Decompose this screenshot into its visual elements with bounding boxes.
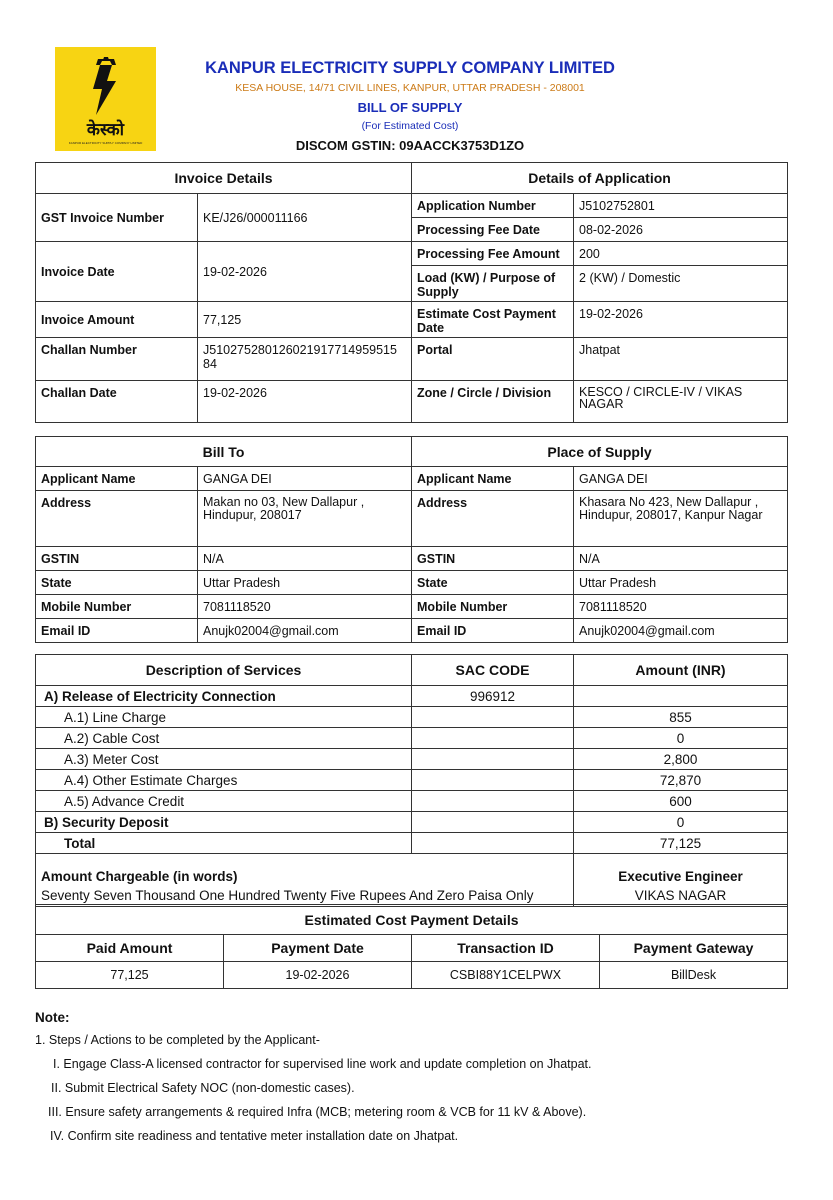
services-table xyxy=(35,654,788,907)
note-title: Note: xyxy=(35,1010,70,1025)
invoice-details-heading: Invoice Details xyxy=(36,163,412,194)
supply-address-value: Khasara No 423, New Dallapur , Hindupur, 208017, Kanpur Nagar xyxy=(574,491,788,547)
payment-gateway-header: Payment Gateway xyxy=(600,935,788,962)
gst-invoice-label: GST Invoice Number xyxy=(36,194,198,242)
bill-to-address-value: Makan no 03, New Dallapur , Hindupur, 208017 xyxy=(198,491,412,547)
bill-to-state-label: State xyxy=(36,571,198,595)
invoice-details-table xyxy=(35,162,788,423)
bill-to-table xyxy=(35,436,788,643)
total-sac xyxy=(412,833,574,854)
processing-fee-date-label: Processing Fee Date xyxy=(412,218,574,242)
service-item-label: A.2) Cable Cost xyxy=(36,728,412,749)
challan-date-value: 19-02-2026 xyxy=(198,381,412,423)
bill-title: BILL OF SUPPLY xyxy=(357,100,463,115)
supply-mobile-value: 7081118520 xyxy=(574,595,788,619)
bill-subtitle: (For Estimated Cost) xyxy=(361,120,459,132)
gst-invoice-value: KE/J26/000011166 xyxy=(198,194,412,242)
service-item-sac xyxy=(412,749,574,770)
challan-date-label: Challan Date xyxy=(36,381,198,423)
service-item-amount: 0 xyxy=(574,728,788,749)
service-item-amount: 600 xyxy=(574,791,788,812)
supply-name-label: Applicant Name xyxy=(412,467,574,491)
company-address: KESA HOUSE, 14/71 CIVIL LINES, KANPUR, UTTAR PRADESH - 208001 xyxy=(235,82,585,94)
total-amount: 77,125 xyxy=(574,833,788,854)
processing-fee-date-value: 08-02-2026 xyxy=(574,218,788,242)
bill-to-email-label: Email ID xyxy=(36,619,198,643)
paid-amount-header: Paid Amount xyxy=(36,935,224,962)
service-item-amount: 855 xyxy=(574,707,788,728)
load-purpose-value: 2 (KW) / Domestic xyxy=(574,266,788,302)
supply-mobile-label: Mobile Number xyxy=(412,595,574,619)
note-step: IV. Confirm site readiness and tentative meter installation date on Jhatpat. xyxy=(50,1129,459,1143)
bill-to-email-value: Anujk02004@gmail.com xyxy=(198,619,412,643)
discom-gstin: DISCOM GSTIN: 09AACCK3753D1ZO xyxy=(295,138,525,153)
bill-to-heading: Bill To xyxy=(36,437,412,467)
section-a-sac: 996912 xyxy=(412,686,574,707)
service-item-sac xyxy=(412,728,574,749)
section-a-amount xyxy=(574,686,788,707)
supply-state-label: State xyxy=(412,571,574,595)
payment-date-header: Payment Date xyxy=(224,935,412,962)
bill-to-name-value: GANGA DEI xyxy=(198,467,412,491)
application-number-label: Application Number xyxy=(412,194,574,218)
service-item-label: A.5) Advance Credit xyxy=(36,791,412,812)
place-of-supply-heading: Place of Supply xyxy=(412,437,788,467)
bill-to-mobile-value: 7081118520 xyxy=(198,595,412,619)
payment-details-heading: Estimated Cost Payment Details xyxy=(36,905,788,935)
amount-words-label: Amount Chargeable (in words) xyxy=(36,854,574,885)
invoice-amount-label: Invoice Amount xyxy=(36,302,198,338)
supply-address-label: Address xyxy=(412,491,574,547)
kesco-logo xyxy=(55,47,156,151)
bill-to-address-label: Address xyxy=(36,491,198,547)
service-item-label: A.1) Line Charge xyxy=(36,707,412,728)
supply-state-value: Uttar Pradesh xyxy=(574,571,788,595)
description-column-header: Description of Services xyxy=(36,655,412,686)
note-step: III. Ensure safety arrangements & required Infra (MCB; metering room & VCB for 11 kV & Above). xyxy=(48,1105,587,1119)
bill-to-state-value: Uttar Pradesh xyxy=(198,571,412,595)
logo-word: केस्को xyxy=(86,120,125,140)
service-item-amount: 2,800 xyxy=(574,749,788,770)
transaction-id-header: Transaction ID xyxy=(412,935,600,962)
payment-gateway-value: BillDesk xyxy=(600,962,788,989)
service-item-label: A.3) Meter Cost xyxy=(36,749,412,770)
supply-email-value: Anujk02004@gmail.com xyxy=(574,619,788,643)
service-item-sac xyxy=(412,707,574,728)
section-b-sac xyxy=(412,812,574,833)
bill-to-gstin-value: N/A xyxy=(198,547,412,571)
supply-gstin-label: GSTIN xyxy=(412,547,574,571)
challan-number-label: Challan Number xyxy=(36,338,198,381)
supply-name-value: GANGA DEI xyxy=(574,467,788,491)
company-name: KANPUR ELECTRICITY SUPPLY COMPANY LIMITED xyxy=(205,59,615,77)
note-intro: 1. Steps / Actions to be completed by the Applicant- xyxy=(35,1033,320,1047)
bill-to-mobile-label: Mobile Number xyxy=(36,595,198,619)
bill-to-name-label: Applicant Name xyxy=(36,467,198,491)
paid-amount-value: 77,125 xyxy=(36,962,224,989)
amount-column-header: Amount (INR) xyxy=(574,655,788,686)
section-a-label: A) Release of Electricity Connection xyxy=(36,686,412,707)
estimate-payment-date-value: 19-02-2026 xyxy=(574,302,788,338)
payment-date-value: 19-02-2026 xyxy=(224,962,412,989)
logo-tagline: KANPUR ELECTRICITY SUPPLY COMPANY LIMITED xyxy=(68,141,143,145)
sac-column-header: SAC CODE xyxy=(412,655,574,686)
section-b-label: B) Security Deposit xyxy=(36,812,412,833)
service-item-label: A.4) Other Estimate Charges xyxy=(36,770,412,791)
challan-number-value: J510275280126021917714959515 84 xyxy=(198,338,412,381)
portal-value: Jhatpat xyxy=(574,338,788,381)
service-item-amount: 72,870 xyxy=(574,770,788,791)
application-details-heading: Details of Application xyxy=(412,163,788,194)
bill-to-gstin-label: GSTIN xyxy=(36,547,198,571)
application-number-value: J5102752801 xyxy=(574,194,788,218)
load-purpose-label: Load (KW) / Purpose of Supply xyxy=(412,266,574,302)
lightning-bolt-icon xyxy=(76,53,136,121)
note-step: I. Engage Class-A licensed contractor for supervised line work and update completion on Jhatpat. xyxy=(53,1057,592,1071)
executive-engineer-place: VIKAS NAGAR xyxy=(634,887,727,903)
estimate-payment-date-label: Estimate Cost Payment Date xyxy=(412,302,574,338)
processing-fee-amount-label: Processing Fee Amount xyxy=(412,242,574,266)
payment-details-table xyxy=(35,904,788,989)
total-label: Total xyxy=(36,833,412,854)
section-b-amount: 0 xyxy=(574,812,788,833)
note-step: II. Submit Electrical Safety NOC (non-domestic cases). xyxy=(51,1081,355,1095)
amount-words-value: Seventy Seven Thousand One Hundred Twenty Five Rupees And Zero Paisa Only xyxy=(36,884,574,907)
invoice-date-value: 19-02-2026 xyxy=(198,242,412,302)
invoice-date-label: Invoice Date xyxy=(36,242,198,302)
supply-gstin-value: N/A xyxy=(574,547,788,571)
transaction-id-value: CSBI88Y1CELPWX xyxy=(412,962,600,989)
zone-label: Zone / Circle / Division xyxy=(412,381,574,423)
invoice-amount-value: 77,125 xyxy=(198,302,412,338)
supply-email-label: Email ID xyxy=(412,619,574,643)
zone-value: KESCO / CIRCLE-IV / VIKAS NAGAR xyxy=(574,381,788,423)
service-item-sac xyxy=(412,791,574,812)
portal-label: Portal xyxy=(412,338,574,381)
processing-fee-amount-value: 200 xyxy=(574,242,788,266)
executive-engineer-title: Executive Engineer xyxy=(574,854,788,885)
service-item-sac xyxy=(412,770,574,791)
